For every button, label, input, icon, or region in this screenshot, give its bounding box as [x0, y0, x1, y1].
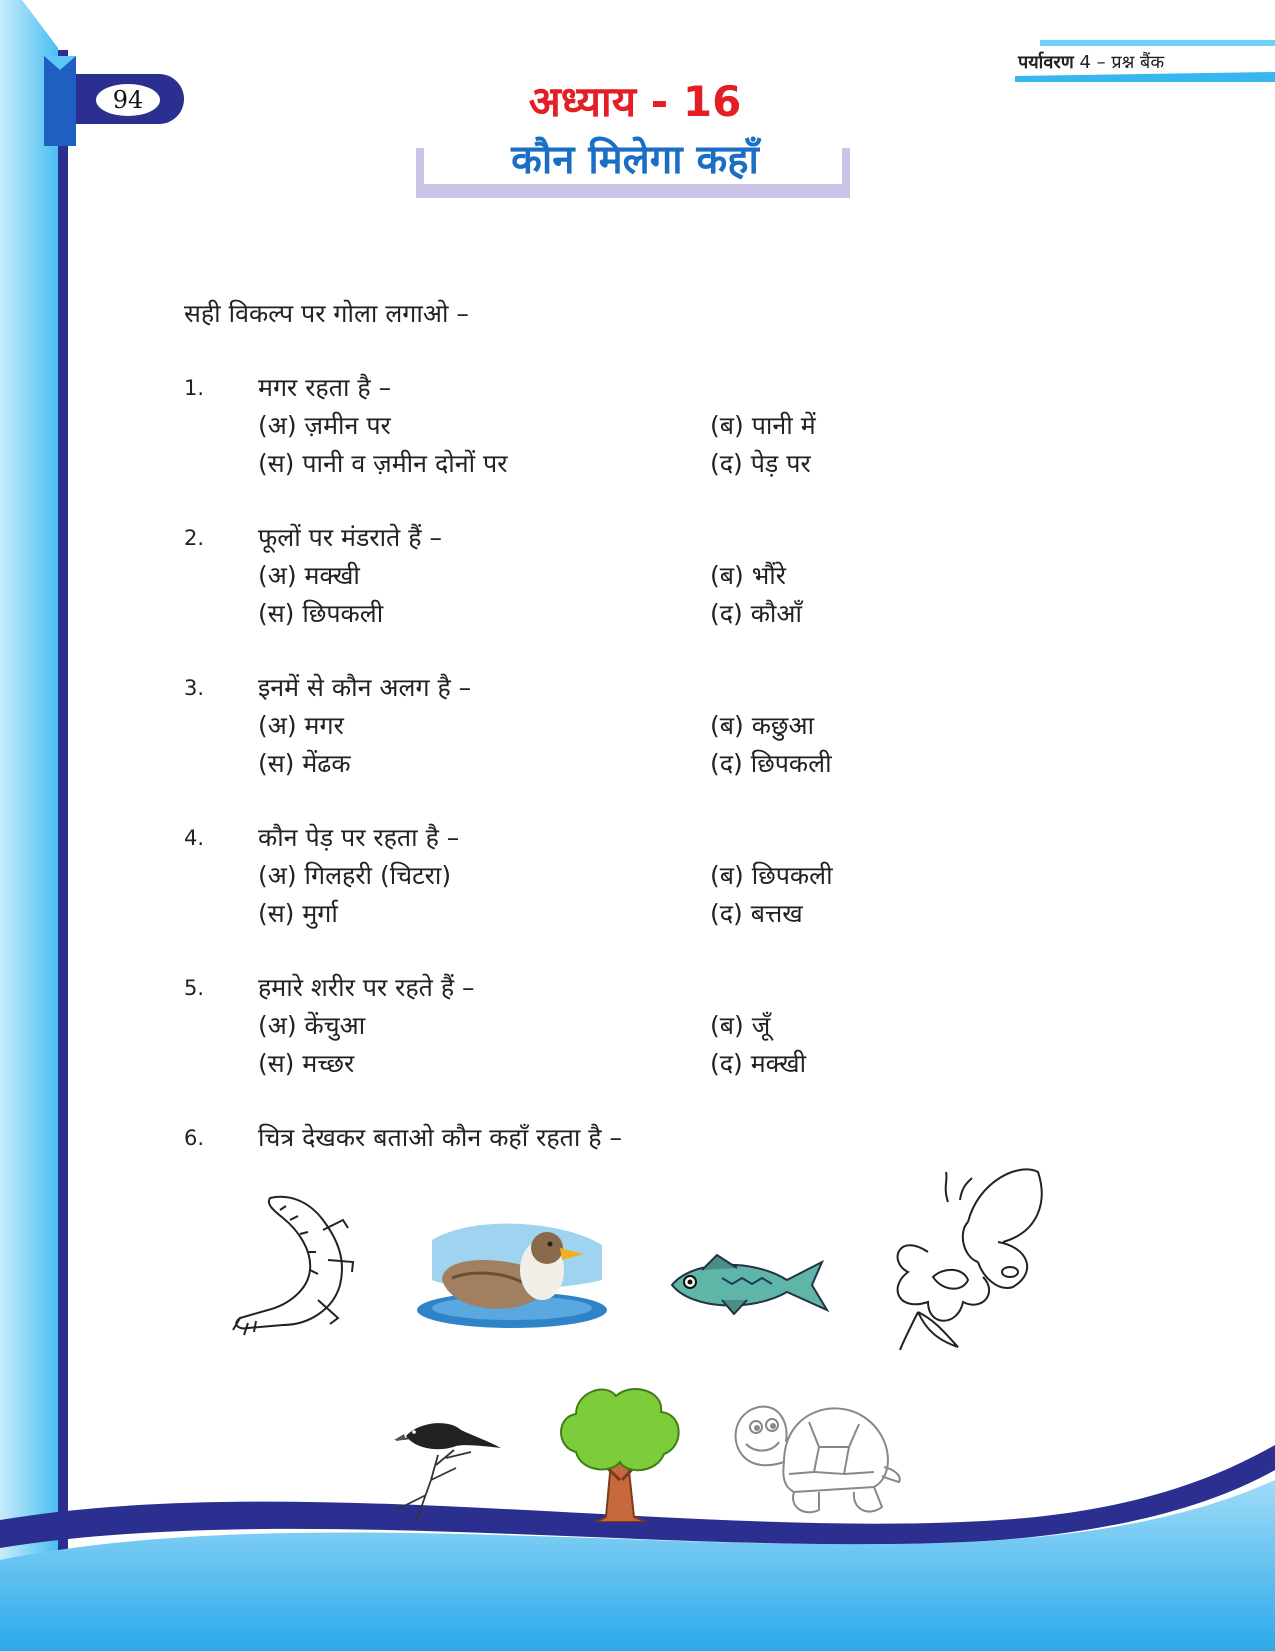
bird-on-branch-picture: [376, 1410, 506, 1525]
instruction-text: सही विकल्प पर गोला लगाओ –: [184, 299, 469, 328]
question-text: कौन पेड़ पर रहता है –: [258, 823, 460, 852]
question-number: 5.: [184, 976, 205, 1000]
option-b: (ब) कछुआ: [710, 711, 815, 740]
turtle-picture: [724, 1392, 904, 1522]
page-number: 94: [96, 84, 160, 116]
option-a: (अ) मगर: [258, 711, 344, 740]
book-subject: पर्यावरण: [1018, 52, 1074, 73]
question-text: हमारे शरीर पर रहते हैं –: [258, 973, 475, 1002]
question-number: 3.: [184, 676, 205, 700]
tree-picture: [556, 1382, 684, 1522]
option-b: (ब) पानी में: [710, 411, 816, 440]
question-text: चित्र देखकर बताओ कौन कहाँ रहता है –: [258, 1123, 623, 1152]
option-d: (द) छिपकली: [710, 749, 832, 778]
fish-picture: [662, 1250, 832, 1320]
question-text: मगर रहता है –: [258, 373, 392, 402]
option-d: (द) बत्तख: [710, 899, 803, 928]
option-c: (स) मुर्गा: [258, 899, 338, 928]
option-a: (अ) ज़मीन पर: [258, 411, 391, 440]
option-d: (द) पेड़ पर: [710, 449, 811, 478]
option-b: (ब) छिपकली: [710, 861, 833, 890]
option-d: (द) कौआँ: [710, 599, 802, 628]
question-number: 2.: [184, 526, 205, 550]
chapter-subtitle: कौन मिलेगा कहाँ: [511, 137, 759, 183]
option-a: (अ) गिलहरी (चिटरा): [258, 861, 452, 890]
crocodile-picture: [228, 1190, 368, 1340]
book-series: 4 – प्रश्न बैंक: [1079, 52, 1165, 73]
chapter-title: अध्याय - 16: [528, 77, 742, 126]
option-c: (स) पानी व ज़मीन दोनों पर: [258, 449, 508, 478]
option-b: (ब) भौंरे: [710, 561, 787, 590]
question-text: इनमें से कौन अलग है –: [258, 673, 472, 702]
butterfly-flower-picture: [888, 1162, 1048, 1352]
option-c: (स) मच्छर: [258, 1049, 355, 1078]
book-label: [1018, 50, 1164, 74]
question-number: 4.: [184, 826, 205, 850]
question-number: 1.: [184, 376, 205, 400]
option-a: (अ) मक्खी: [258, 561, 360, 590]
option-c: (स) छिपकली: [258, 599, 384, 628]
option-b: (ब) जूँ: [710, 1011, 771, 1040]
question-number: 6.: [184, 1126, 205, 1150]
question-text: फूलों पर मंडराते हैं –: [258, 523, 442, 552]
option-d: (द) मक्खी: [710, 1049, 807, 1078]
option-c: (स) मेंढक: [258, 749, 351, 778]
option-a: (अ) केंचुआ: [258, 1011, 366, 1040]
duck-picture: [412, 1220, 612, 1330]
